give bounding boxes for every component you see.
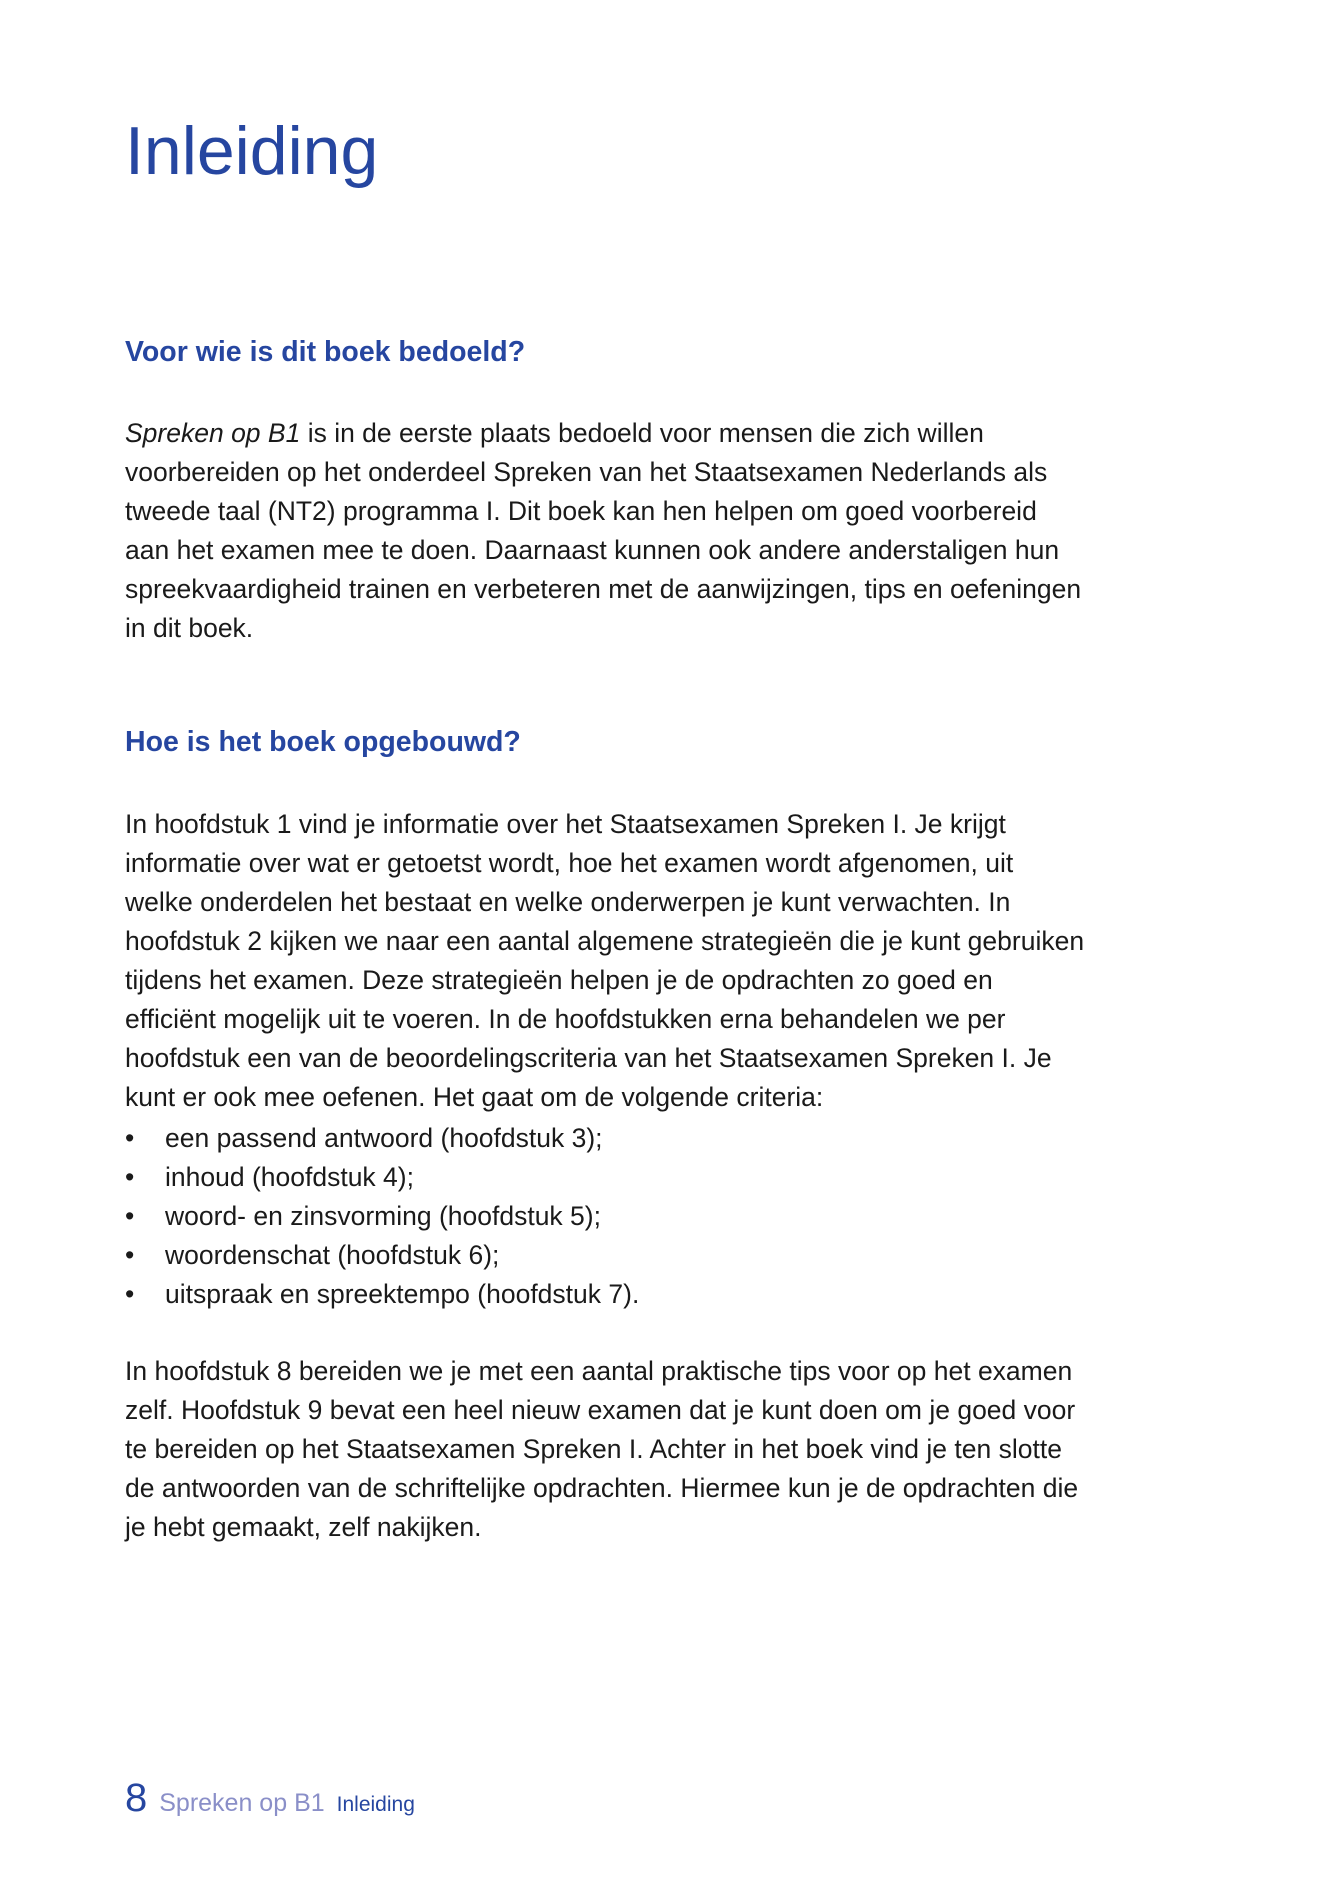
list-item xyxy=(125,1275,639,1314)
list-item-text: inhoud (hoofdstuk 4); xyxy=(165,1162,414,1192)
footer-chapter: Inleiding xyxy=(336,1793,415,1816)
list-item-text: woord- en zinsvorming (hoofdstuk 5); xyxy=(165,1201,601,1231)
list-item xyxy=(125,1236,639,1275)
list-item xyxy=(125,1119,639,1158)
bullet-icon: • xyxy=(125,1201,135,1231)
bullet-icon: • xyxy=(125,1123,135,1153)
paragraph-structure-closing: In hoofdstuk 8 bereiden we je met een aantal praktische tips voor op het examen zelf. Hoofdstuk 9 bevat een heel nieuw examen dat je kunt doen om je goed voor te bereiden op het Staatsexamen Spreken I. Achter in het boek vind je ten slotte de antwoorden van de schriftelijke opdrachten. Hiermee kun je de opdrachten die je hebt gemaakt, zelf nakijken. xyxy=(125,1356,1079,1542)
list-item-text: woordenschat (hoofdstuk 6); xyxy=(165,1240,500,1270)
paragraph-audience-text: is in de eerste plaats bedoeld voor mensen die zich willen voorbereiden op het onderdeel Spreken van het Staatsexamen Nederlands als tweede taal (NT2) programma I. Dit boek kan hen helpen om goed voorbereid aan het examen mee te doen. Daarnaast kunnen ook andere anderstaligen hun spreekvaardigheid trainen en verbeteren met de aanwijzingen, tips en oefeningen in dit boek. xyxy=(125,418,1082,643)
page-footer xyxy=(125,1776,415,1821)
list-item-text: een passend antwoord (hoofdstuk 3); xyxy=(165,1123,603,1153)
paragraph-structure-intro: In hoofdstuk 1 vind je informatie over het Staatsexamen Spreken I. Je krijgt informatie over wat er getoetst wordt, hoe het examen wordt afgenomen, uit welke onderdelen het bestaat en welke onderwerpen je kunt verwachten. In hoofdstuk 2 kijken we naar een aantal algemene strategieën die je kunt gebruiken tijdens het examen. Deze strategieën helpen je de opdrachten zo goed en efficiënt mogelijk uit te voeren. In de hoofdstukken erna behandelen we per hoofdstuk een van de beoordelingscriteria van het Staatsexamen Spreken I. Je kunt er ook mee oefenen. Het gaat om de volgende criteria: xyxy=(125,809,1085,1112)
paragraph-audience xyxy=(125,414,1085,648)
footer-book-title: Spreken op B1 xyxy=(159,1789,325,1817)
list-item-text: uitspraak en spreektempo (hoofdstuk 7). xyxy=(165,1279,640,1309)
bullet-icon: • xyxy=(125,1162,135,1192)
book-title-italic: Spreken op B1 xyxy=(125,418,301,448)
list-item xyxy=(125,1197,639,1236)
criteria-list xyxy=(125,1119,639,1314)
page-number: 8 xyxy=(125,1776,148,1820)
page-title: Inleiding xyxy=(125,113,379,189)
section-heading-structure: Hoe is het boek opgebouwd? xyxy=(125,726,521,758)
bullet-icon: • xyxy=(125,1240,135,1270)
section-heading-audience: Voor wie is dit boek bedoeld? xyxy=(125,336,526,368)
list-item xyxy=(125,1158,639,1197)
bullet-icon: • xyxy=(125,1279,135,1309)
